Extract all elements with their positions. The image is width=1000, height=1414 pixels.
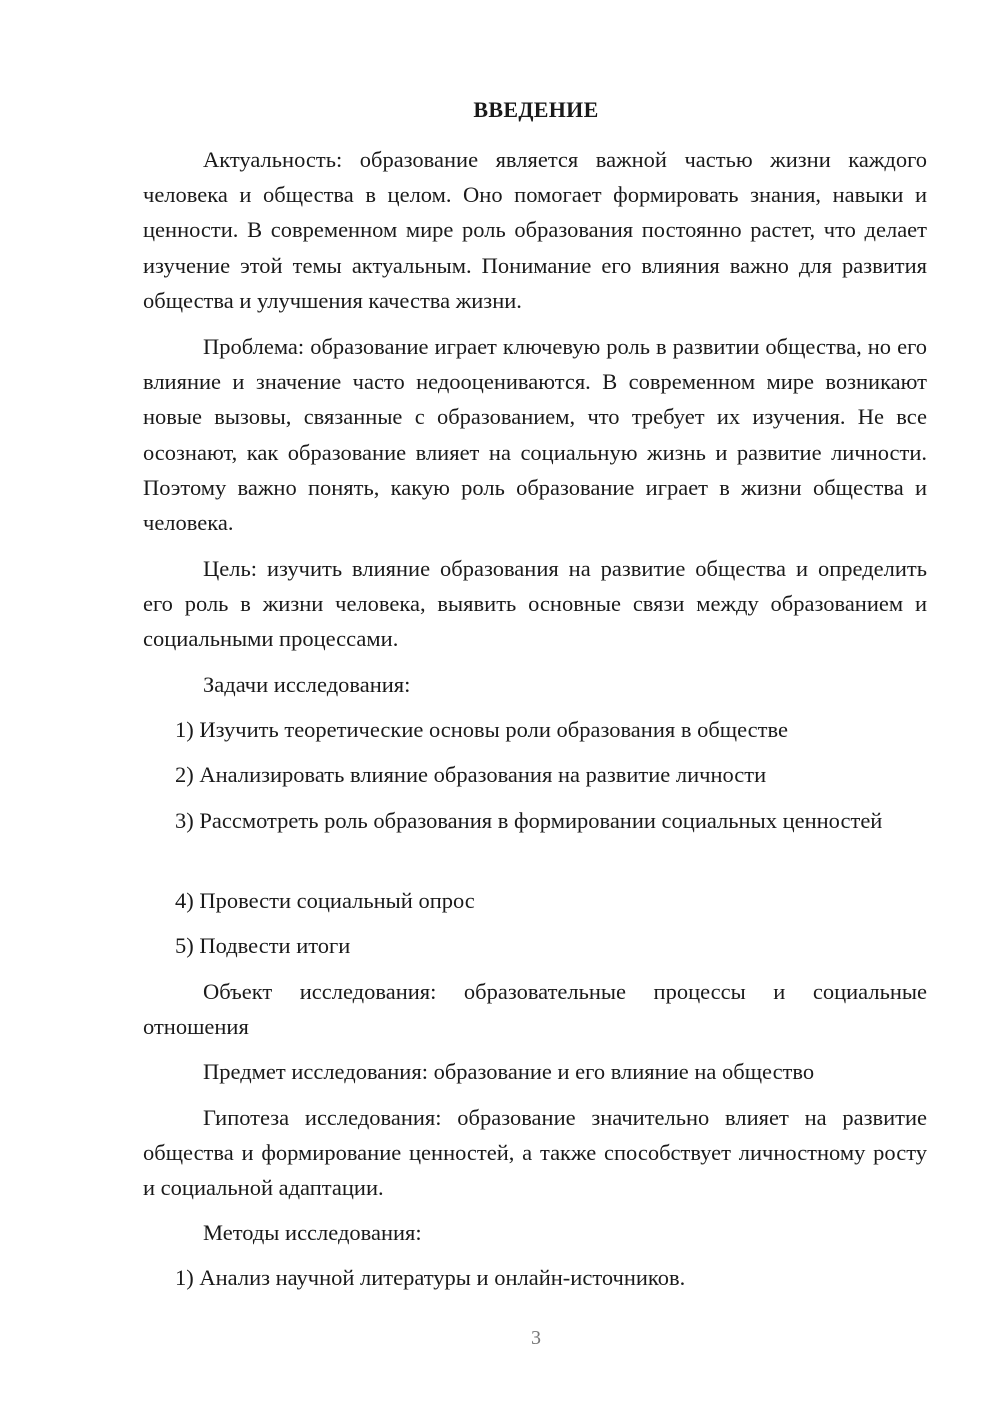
tasks-title: Задачи исследования: [203, 672, 411, 697]
task-item: 4) Провести социальный опрос [175, 888, 475, 913]
paragraph-problem: Проблема: образование играет ключевую роль в развитии общества, но его влияние и значение часто недооцениваются. В современном мире возникают новые вызовы, связанные с образованием, что требует их изучения. Не все осознают, как образование влияет на социальную жизнь и развитие личности. Поэтому важно понять, какую роль образование играет в жизни общества и человека. [143, 334, 927, 536]
task-item: 2) Анализировать влияние образования на развитие личности [175, 762, 767, 787]
paragraph-hypothesis: Гипотеза исследования: образование значительно влияет на развитие общества и формирование ценностей, а также способствует личностному росту и социальной адаптации. [143, 1105, 927, 1201]
paragraph-goal: Цель: изучить влияние образования на развитие общества и определить его роль в жизни человека, выявить основные связи между образованием и социальными процессами. [143, 556, 927, 652]
method-item: 1) Анализ научной литературы и онлайн-источников. [175, 1265, 686, 1290]
section-heading: ВВЕДЕНИЕ [473, 97, 599, 122]
paragraph-relevance: Актуальность: образование является важной частью жизни каждого человека и общества в целом. Оно помогает формировать знания, навыки и ценности. В современном мире роль образования постоянно растет, что делает изучение этой темы актуальным. Понимание его влияния важно для развития общества и улучшения качества жизни. [143, 147, 927, 313]
page-number: 3 [531, 1327, 541, 1349]
paragraph-object: Объект исследования: образовательные процессы и социальные отношения [143, 979, 927, 1040]
task-item: 3) Рассмотреть роль образования в формировании социальных ценностей [175, 808, 883, 833]
task-item: 1) Изучить теоретические основы роли образования в обществе [175, 717, 788, 742]
task-item: 5) Подвести итоги [175, 933, 351, 958]
paragraph-subject: Предмет исследования: образование и его влияние на общество [203, 1059, 815, 1084]
methods-title: Методы исследования: [203, 1220, 422, 1245]
